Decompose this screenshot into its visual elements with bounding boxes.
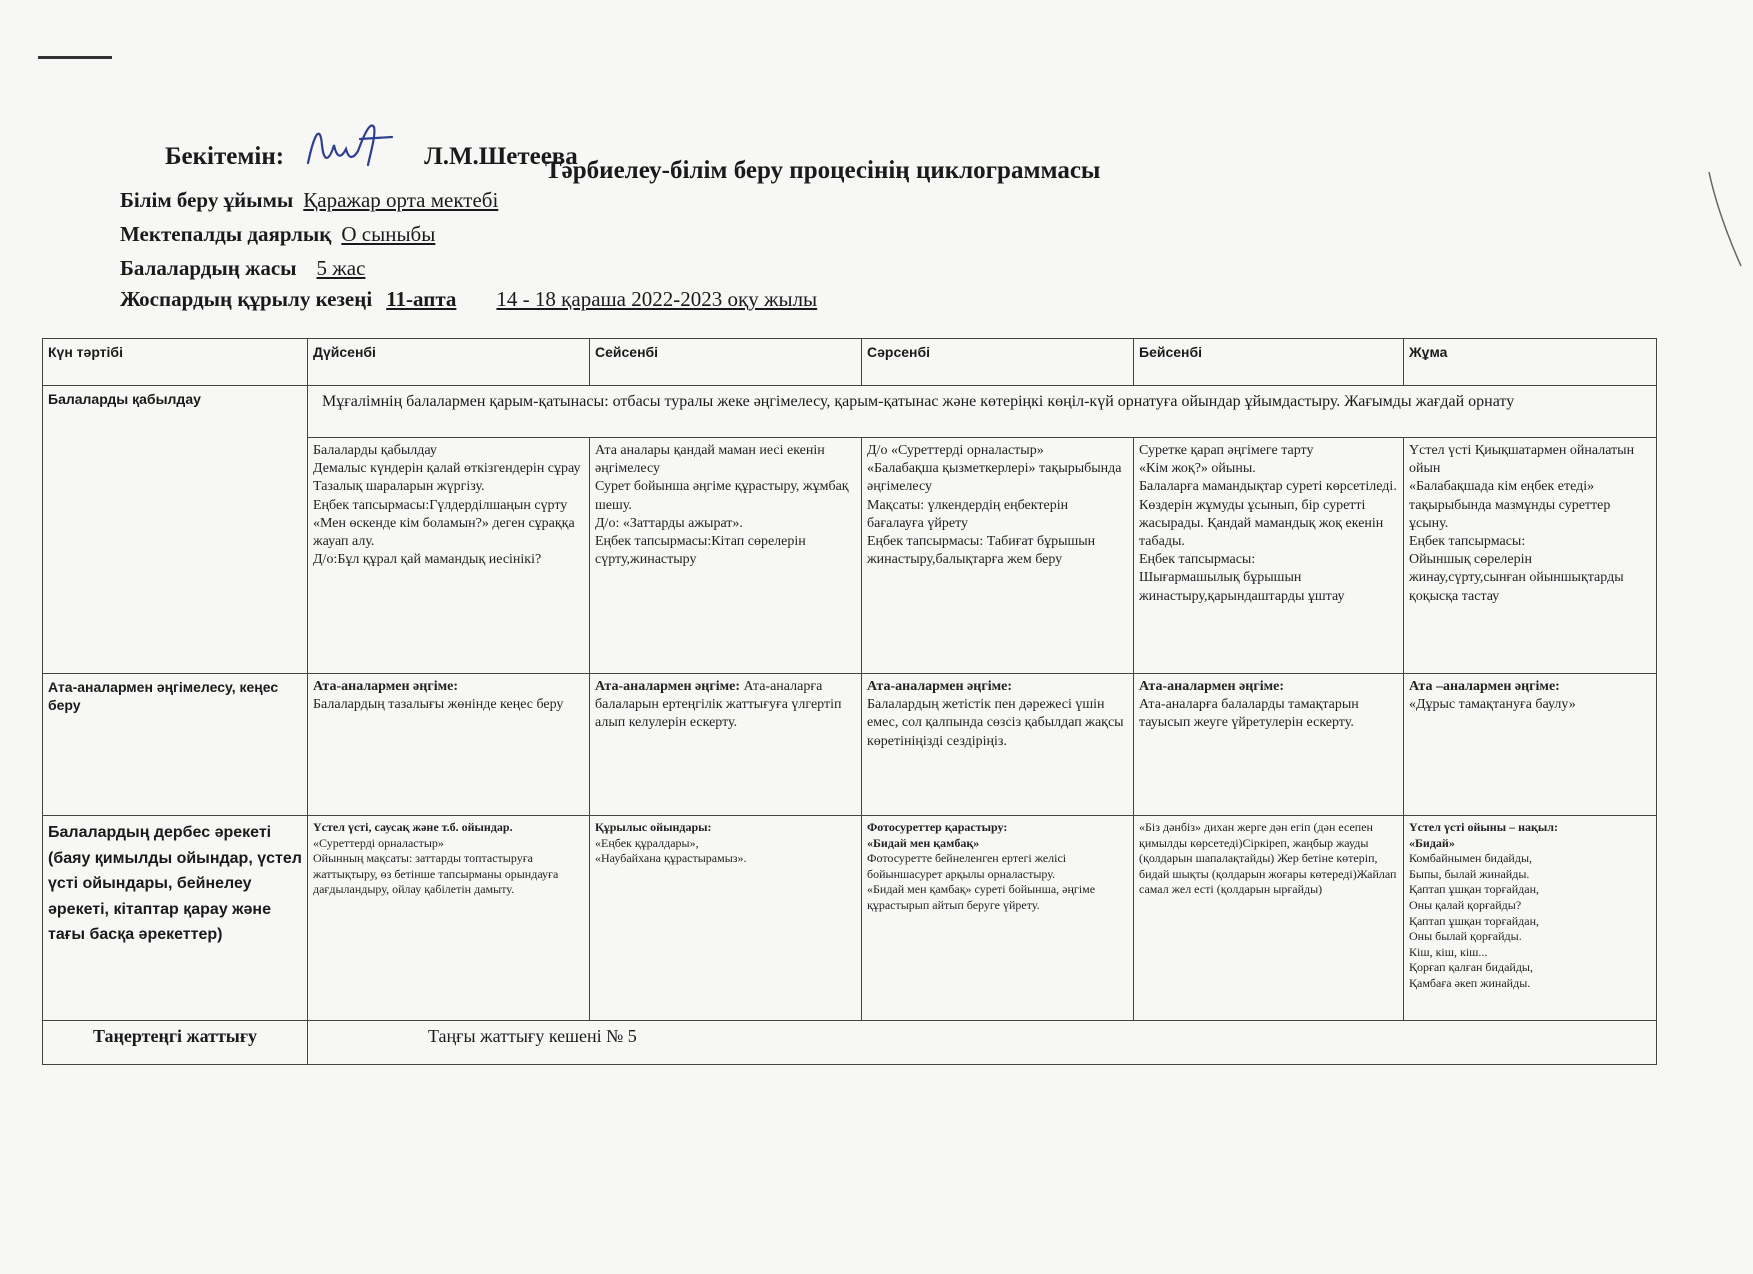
- table-cell: Үстел үсті Қиықшатармен ойналатын ойын «Балабақшада кім еңбек етеді» тақырыбында мазмұнды суреттер ұсыну. Еңбек тапсырмасы: Ойыншық сөрелерін жинау,сүрту,сынған ойыншықтарды қоқысқа тастау: [1404, 438, 1657, 674]
- col-header: Сәрсенбі: [862, 339, 1134, 386]
- table-row: [43, 816, 1657, 1021]
- cell-body: Ата-аналарға балаларын ертеңгілік жаттығуға үлгертіп алып келулерін ескерту.: [595, 679, 842, 731]
- cell-body: Комбайнымен бидайды, Быпы, былай жинайды. Қаптап ұшқан торғайдан, Оны қалай қорғайды? Қаптап ұшқан торғайдан, Оны былай қорғайды. Кіш, кіш, кіш... Қорғап қалған бидайды, Қамбаға әкеп жинайды.: [1409, 851, 1540, 990]
- col-header: Сейсенбі: [590, 339, 862, 386]
- table-header-row: [43, 339, 1657, 386]
- cell-head: Ата-аналармен әңгіме:: [867, 679, 1012, 694]
- table-cell: [862, 816, 1134, 1021]
- class-value: О сыныбы: [341, 222, 436, 246]
- table-cell: [1134, 674, 1404, 816]
- cell-body: Ата-аналарға балаларды тамақтарын тауысып жеуге үйретулерін ескерту.: [1139, 697, 1359, 731]
- age-label: Балалардың жасы: [120, 256, 297, 280]
- cell-head: Құрылыс ойындары:: [595, 820, 712, 834]
- cell-head: Фотосуреттер қарастыру: «Бидай мен қамбақ»: [867, 820, 1008, 850]
- cell-body: «Еңбек құралдары», «Наубайхана құрастырамыз».: [595, 835, 747, 866]
- table-cell: Д/о «Суреттерді орналастыр» «Балабақша қызметкерлері» тақырыбында әңгімелесу Мақсаты: үлкендердің еңбектерін бағалауға үйрету Еңбек тапсырмасы: Табиғат бұрышын жинастыру,балықтарға жем беру: [862, 438, 1134, 674]
- table-cell: [590, 674, 862, 816]
- table-cell: Балаларды қабылдау Демалыс күндерін қалай өткізгендерін сұрау Тазалық шараларын жүргізу. Еңбек тапсырмасы:Гүлдерділшаңын сүрту «Мен өскенде кім боламын?» деген сұраққа жауап алу. Д/о:Бұл құрал қай мамандық иесінікі?: [308, 438, 590, 674]
- document-title: Тәрбиелеу-білім беру процесінің циклограммасы: [545, 157, 1101, 184]
- age-line: [120, 256, 365, 281]
- table-cell: [308, 674, 590, 816]
- cell-body: Балалардың жетістік пен дәрежесі үшін емес, сол қалпында сөзсіз қабылдап жақсы көретініңізді сездіріңіз.: [867, 697, 1124, 749]
- cell-head: Ата-аналармен әңгіме:: [595, 679, 740, 694]
- period-dates: 14 - 18 қараша 2022-2023 оқу жылы: [496, 287, 818, 311]
- approval-block: [165, 115, 578, 171]
- approve-label: Бекітемін:: [165, 143, 285, 170]
- col-header: Күн тәртібі: [43, 339, 308, 386]
- org-label: Білім беру ұйымы: [120, 188, 294, 212]
- col-header: Бейсенбі: [1134, 339, 1404, 386]
- col-header: Дүйсенбі: [308, 339, 590, 386]
- row-label: Ата-аналармен әңгімелесу, кеңес беру: [43, 674, 308, 816]
- table-cell: Ата аналары қандай маман иесі екенін әңгімелесу Сурет бойынша әңгіме құрастыру, жұмбақ шешу. Д/о: «Заттарды ажырат». Еңбек тапсырмасы:Кітап сөрелерін сүрту,жинастыру: [590, 438, 862, 674]
- cell-head: Ата –аналармен әңгіме:: [1409, 679, 1560, 694]
- period-label: Жоспардың құрылу кезеңі: [120, 287, 373, 311]
- scan-artifact-icon: [1705, 170, 1745, 270]
- cell-body: Фотосуретте бейнеленген ертегі желісі бойыншасурет арқылы орналастыру. «Бидай мен қамбақ» сурeті бойынша, әңгіме құрастырып айтып беруге үйрету.: [867, 851, 1096, 912]
- row-span-text: Мұғалімнің балалармен қарым-қатынасы: отбасы туралы жеке әңгімелесу, қарым-қатынас және көтеріңкі көңіл-күй орнатуға ойындар ұйымдастыру. Жағымды жағдай орнату: [308, 386, 1657, 438]
- class-label: Мектепалды даярлық: [120, 222, 332, 246]
- table-cell: [862, 674, 1134, 816]
- table-row: [43, 1021, 1657, 1065]
- table-cell: [1404, 816, 1657, 1021]
- row-label: Балалардың дербес әрекеті (баяу қимылды ойындар, үстел үсті ойындары, бейнелеу әрекеті, кітаптар қарау және тағы басқа әрекеттер): [43, 816, 308, 1021]
- cell-head: Ата-аналармен әңгіме:: [1139, 679, 1284, 694]
- table-cell: [1134, 816, 1404, 1021]
- table-cell: [590, 816, 862, 1021]
- org-line: [120, 188, 498, 213]
- cell-body: «Дұрыс тамақтануға баулу»: [1409, 697, 1576, 713]
- cell-body: Балалардың тазалығы жөнінде кеңес беру: [313, 697, 564, 713]
- col-header: Жұма: [1404, 339, 1657, 386]
- period-line: [120, 287, 817, 312]
- table-row: [43, 386, 1657, 438]
- cell-head: Үстел үсті ойыны – нақыл: «Бидай»: [1409, 820, 1558, 850]
- age-value: 5 жас: [316, 256, 366, 280]
- cell-head: Ата-аналармен әңгіме:: [313, 679, 458, 694]
- period-week: 11-апта: [386, 287, 457, 311]
- table-row: [43, 674, 1657, 816]
- table-cell: [1404, 674, 1657, 816]
- approver-name: Л.М.Шетеева: [424, 143, 578, 170]
- table-cell: [308, 816, 590, 1021]
- row-span-text: Таңғы жаттығу кешені № 5: [308, 1021, 1657, 1065]
- cell-body: «Суреттерді орналастыр» Ойынның мақсаты: заттарды топтастыруға жаттықтыру, өз бетінше тапсырманы орындауға дағдыландыру, ойлау қабілетін дамыту.: [313, 835, 559, 897]
- class-line: [120, 222, 435, 247]
- org-value: Қаражар орта мектебі: [303, 188, 499, 212]
- schedule-table: [42, 338, 1657, 1065]
- row-label: Таңертеңгі жаттығу: [43, 1021, 308, 1065]
- cell-head: Үстел үсті, саусақ және т.б. ойындар.: [313, 820, 513, 834]
- scan-mark-line: [38, 56, 112, 59]
- cell-body: «Біз дәнбіз» дихан жерге дән егіп (дән есепен қимылды көрсетеді)Сіркіреп, жаңбыр жауды (қолдарын шапалақтайды) Жер бетіне көтеріп, бидай шықты (қолдарын жоғары көтереді)Жайлап самал жел есті (қолдарын ырғайды): [1139, 820, 1397, 897]
- row-label: Балаларды қабылдау: [43, 386, 308, 674]
- signature-icon: [300, 115, 400, 171]
- table-cell: Суретке қарап әңгімеге тарту «Кім жоқ?» ойыны. Балаларға мамандықтар суреті көрсетіледі. Көздерін жұмуды ұсынып, бір суретті жасырады. Қандай мамандық жоқ екенін табады. Еңбек тапсырмасы: Шығармашылық бұрышын жинастыру,қарындаштарды ұштау: [1134, 438, 1404, 674]
